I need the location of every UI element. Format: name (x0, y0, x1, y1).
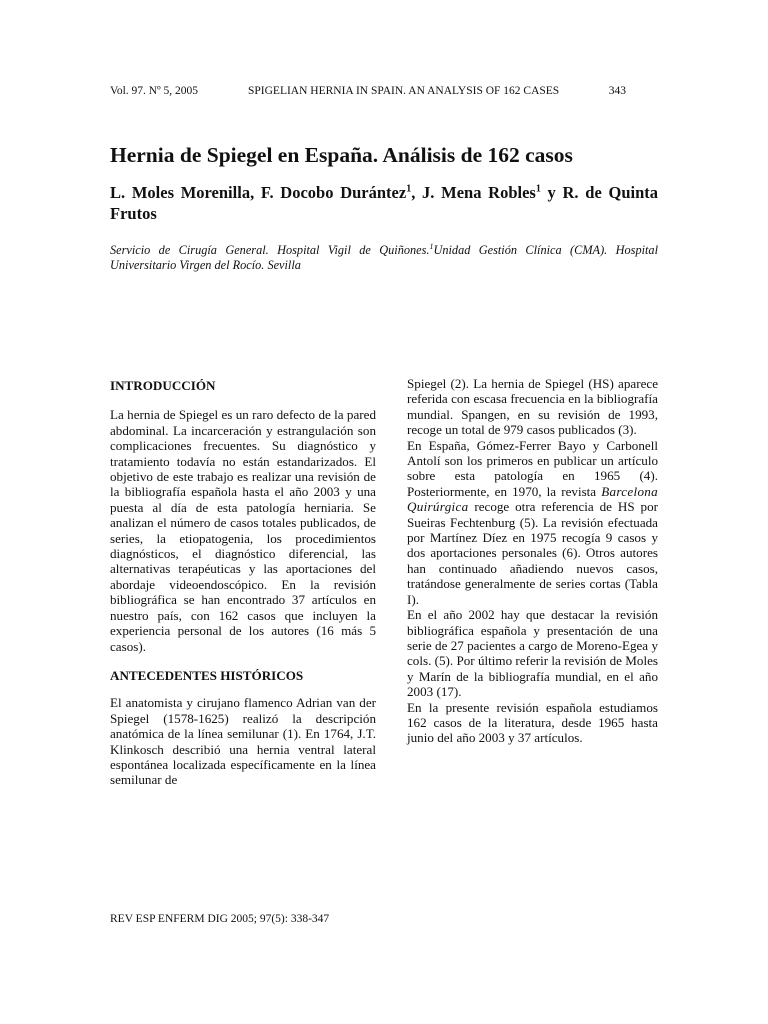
review-2002-paragraph: En el año 2002 hay que destacar la revisión bibliográfica española y presentación de una serie de 27 pacientes a cargo de Moreno-Egea y cols. (5). Por último referir la revisión de Moles y Marín de la bibliografía mundial, en el año 2003 (17). (407, 607, 658, 700)
spain-text-2: recoge otra referencia de HS por Sueiras Fechtenburg (5). La revisión efectuada por Martínez Díez en 1975 recogía 9 casos y dos aportaciones personales (6). Otros autores han continuado añadiendo nuevos casos, tratándose generalmente de series cortas (Tabla I). (407, 499, 658, 607)
present-review-paragraph: En la presente revisión española estudiamos 162 casos de la literatura, desde 1965 hasta junio del año 2003 y 37 artículos. (407, 699, 658, 746)
author-names-1: L. Moles Morenilla, F. Docobo Durántez (110, 183, 407, 202)
running-title: SPIGELIAN HERNIA IN SPAIN. AN ANALYSIS OF 162 CASES (248, 85, 560, 97)
history-heading: ANTECEDENTES HISTÓRICOS (110, 667, 304, 683)
journal-footer: REV ESP ENFERM DIG 2005; 97(5): 338-347 (110, 913, 330, 925)
volume-issue: Vol. 97. Nº 5, 2005 (110, 85, 199, 97)
spain-text-1: En España, Gómez-Ferrer Bayo y Carbonell Antolí son los primeros en publicar un artículo sobre esta patología en 1965 (4). Posteriormente, en 1970, la revista (407, 437, 658, 499)
history-paragraph-cont: Spiegel (2). La hernia de Spiegel (HS) aparece referida con escasa frecuencia en la bibliografía mundial. Spangen, en su revisión de 1993, recoge un total de 979 casos publicados (3). (407, 376, 658, 438)
affiliation (110, 243, 658, 273)
affiliation-part-1: Servicio de Cirugía General. Hospital Vigil de Quiñones. (110, 243, 430, 257)
affiliation-mark: 1 (429, 241, 434, 251)
spain-paragraph (407, 438, 658, 607)
affiliation-mark-1: 1 (406, 183, 412, 195)
affiliation-part-2: Unidad Gestión Clínica (CMA). Hospital Universitario Virgen del Rocío. Sevilla (110, 243, 658, 272)
intro-heading: INTRODUCCIÓN (110, 378, 216, 393)
intro-paragraph: La hernia de Spiegel es un raro defecto de la pared abdominal. La incarceración y estrangulación son complicaciones frecuentes. Su diagnóstico y tratamiento todavía no están estandarizados. El objetivo de este trabajo es realizar una revisión de la bibliografía española hasta el año 2003 y una puesta al día de esta patología herniaria. Se analizan el número de casos totales publicados, de series, la etiopatogenia, los procedimientos diagnósticos, el diagnóstico diferencial, las alternativas terapéuticas y las aportaciones del abordaje videoendoscópico. En la revisión bibliográfica se han encontrado 37 artículos en nuestro país, con 162 casos que incluyen la experiencia personal de los autores (16 más 5 casos). (110, 407, 376, 654)
author-names-3: y R. de Quinta Frutos (110, 183, 658, 223)
right-column (407, 376, 658, 746)
author-list (110, 182, 658, 224)
journal-name: Barcelona Quirúrgica (407, 483, 658, 515)
article-title: Hernia de Spiegel en España. Análisis de 162 casos (110, 143, 573, 167)
author-names-2: , J. Mena Robles (411, 183, 536, 202)
history-paragraph: El anatomista y cirujano flamenco Adrian van der Spiegel (1578-1625) realizó la descripción anatómica de la línea semilunar (1). En 1764, J.T. Klinkosch describió una hernia ventral lateral espontánea localizada específicamente en la línea semilunar de (110, 695, 376, 788)
page-number: 343 (608, 85, 626, 97)
affiliation-mark-2: 1 (535, 183, 541, 195)
left-column (110, 378, 376, 788)
